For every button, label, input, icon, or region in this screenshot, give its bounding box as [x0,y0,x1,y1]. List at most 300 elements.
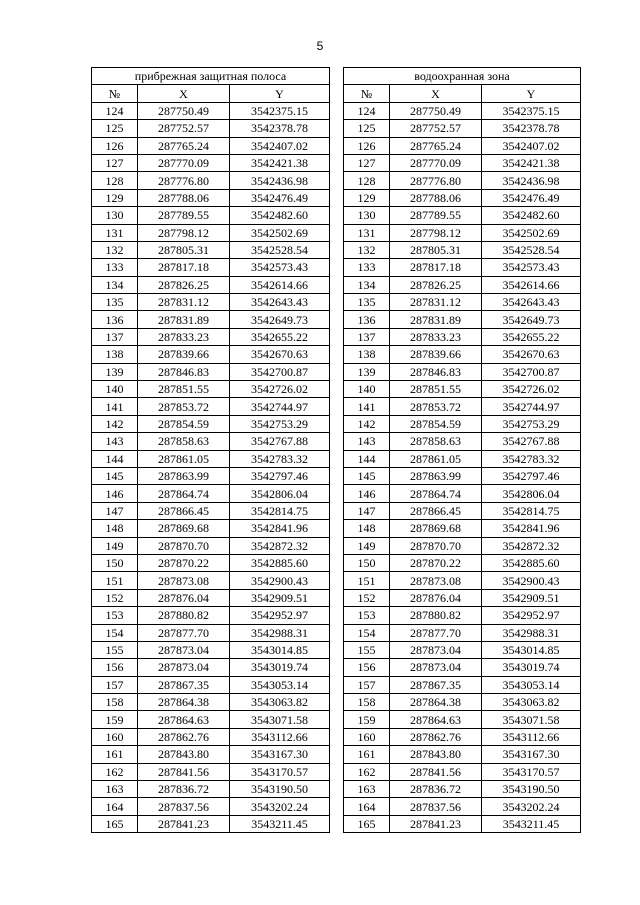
table-title: прибрежная защитная полоса [92,68,330,85]
cell-point-number: 132 [92,241,138,258]
cell-y-coordinate: 3543071.58 [482,711,581,728]
table-row [92,363,330,380]
cell-point-number: 126 [92,137,138,154]
table-row [92,467,330,484]
cell-point-number: 125 [344,120,390,137]
cell-x-coordinate: 287869.68 [390,520,482,537]
cell-x-coordinate: 287864.63 [138,711,230,728]
table-row [92,763,330,780]
cell-point-number: 140 [344,381,390,398]
table-row [92,172,330,189]
column-header-x: X [390,85,482,102]
column-header-row [344,85,581,102]
cell-point-number: 142 [344,415,390,432]
cell-y-coordinate: 3542655.22 [230,328,330,345]
table-row [344,294,581,311]
cell-y-coordinate: 3542744.97 [230,398,330,415]
cell-y-coordinate: 3543170.57 [482,763,581,780]
cell-point-number: 160 [344,728,390,745]
table-row [344,659,581,676]
table-row [344,172,581,189]
cell-point-number: 145 [344,467,390,484]
cell-x-coordinate: 287870.22 [138,554,230,571]
table-row [92,607,330,624]
cell-x-coordinate: 287789.55 [390,207,482,224]
cell-y-coordinate: 3542900.43 [482,572,581,589]
cell-y-coordinate: 3542872.32 [482,537,581,554]
cell-point-number: 149 [92,537,138,554]
cell-y-coordinate: 3542655.22 [482,328,581,345]
cell-y-coordinate: 3542872.32 [230,537,330,554]
cell-point-number: 133 [344,259,390,276]
cell-point-number: 163 [92,781,138,798]
cell-y-coordinate: 3543211.45 [230,815,330,832]
water-protection-zone-table [343,67,581,833]
cell-point-number: 129 [92,189,138,206]
cell-y-coordinate: 3542909.51 [482,589,581,606]
table-row [344,207,581,224]
cell-x-coordinate: 287831.12 [138,294,230,311]
cell-x-coordinate: 287864.74 [390,485,482,502]
cell-x-coordinate: 287798.12 [390,224,482,241]
cell-y-coordinate: 3542407.02 [230,137,330,154]
cell-point-number: 157 [344,676,390,693]
cell-point-number: 136 [92,311,138,328]
cell-y-coordinate: 3542502.69 [482,224,581,241]
cell-x-coordinate: 287770.09 [138,154,230,171]
cell-y-coordinate: 3542744.97 [482,398,581,415]
cell-y-coordinate: 3542753.29 [230,415,330,432]
cell-y-coordinate: 3542988.31 [230,624,330,641]
cell-point-number: 134 [92,276,138,293]
table-row [344,137,581,154]
cell-x-coordinate: 287870.22 [390,554,482,571]
table-row [344,328,581,345]
table-row [92,798,330,815]
cell-y-coordinate: 3543053.14 [230,676,330,693]
cell-x-coordinate: 287866.45 [138,502,230,519]
cell-x-coordinate: 287873.08 [390,572,482,589]
cell-x-coordinate: 287851.55 [138,381,230,398]
cell-point-number: 142 [92,415,138,432]
cell-x-coordinate: 287839.66 [390,346,482,363]
cell-x-coordinate: 287765.24 [138,137,230,154]
cell-point-number: 131 [344,224,390,241]
cell-x-coordinate: 287788.06 [390,189,482,206]
table-row [92,415,330,432]
cell-point-number: 148 [92,520,138,537]
cell-y-coordinate: 3542767.88 [230,433,330,450]
cell-x-coordinate: 287837.56 [390,798,482,815]
table-row [92,120,330,137]
cell-x-coordinate: 287836.72 [138,781,230,798]
cell-point-number: 163 [344,781,390,798]
cell-x-coordinate: 287826.25 [138,276,230,293]
cell-y-coordinate: 3542700.87 [230,363,330,380]
cell-point-number: 158 [92,694,138,711]
table-row [344,381,581,398]
cell-y-coordinate: 3543071.58 [230,711,330,728]
cell-y-coordinate: 3542783.32 [230,450,330,467]
cell-x-coordinate: 287853.72 [390,398,482,415]
cell-point-number: 141 [344,398,390,415]
cell-y-coordinate: 3543019.74 [230,659,330,676]
cell-x-coordinate: 287873.04 [138,659,230,676]
cell-y-coordinate: 3543063.82 [482,694,581,711]
cell-point-number: 165 [92,815,138,832]
cell-point-number: 143 [344,433,390,450]
cell-y-coordinate: 3542502.69 [230,224,330,241]
table-row [344,120,581,137]
table-row [92,676,330,693]
table-row [344,520,581,537]
cell-x-coordinate: 287750.49 [138,102,230,119]
table-row [92,137,330,154]
cell-x-coordinate: 287861.05 [390,450,482,467]
cell-point-number: 132 [344,241,390,258]
table-row [344,398,581,415]
cell-y-coordinate: 3542573.43 [230,259,330,276]
cell-point-number: 165 [344,815,390,832]
cell-x-coordinate: 287841.56 [390,763,482,780]
cell-y-coordinate: 3542952.97 [230,607,330,624]
table-row [344,572,581,589]
table-row [92,589,330,606]
cell-x-coordinate: 287873.04 [138,641,230,658]
cell-y-coordinate: 3542528.54 [230,241,330,258]
table-row [344,798,581,815]
cell-x-coordinate: 287869.68 [138,520,230,537]
cell-x-coordinate: 287880.82 [138,607,230,624]
table-row [344,415,581,432]
cell-y-coordinate: 3543190.50 [230,781,330,798]
cell-point-number: 164 [92,798,138,815]
cell-point-number: 146 [92,485,138,502]
column-header-y: Y [230,85,330,102]
column-header-number: № [344,85,390,102]
table-row [344,450,581,467]
table-row [344,485,581,502]
table-row [92,537,330,554]
cell-y-coordinate: 3542436.98 [482,172,581,189]
cell-point-number: 139 [92,363,138,380]
cell-point-number: 124 [344,102,390,119]
cell-x-coordinate: 287864.63 [390,711,482,728]
cell-point-number: 136 [344,311,390,328]
cell-x-coordinate: 287752.57 [138,120,230,137]
cell-y-coordinate: 3542378.78 [482,120,581,137]
table-row [92,624,330,641]
cell-point-number: 147 [344,502,390,519]
table-body [92,102,330,832]
table-row [344,763,581,780]
cell-x-coordinate: 287836.72 [390,781,482,798]
cell-x-coordinate: 287846.83 [390,363,482,380]
cell-point-number: 141 [92,398,138,415]
cell-x-coordinate: 287854.59 [390,415,482,432]
cell-y-coordinate: 3542643.43 [230,294,330,311]
table-row [344,502,581,519]
cell-y-coordinate: 3543211.45 [482,815,581,832]
table-row [344,589,581,606]
cell-y-coordinate: 3543167.30 [230,746,330,763]
cell-y-coordinate: 3543167.30 [482,746,581,763]
table-row [344,189,581,206]
cell-x-coordinate: 287862.76 [390,728,482,745]
cell-y-coordinate: 3542436.98 [230,172,330,189]
cell-y-coordinate: 3542649.73 [482,311,581,328]
cell-point-number: 151 [344,572,390,589]
cell-point-number: 127 [344,154,390,171]
cell-x-coordinate: 287853.72 [138,398,230,415]
cell-y-coordinate: 3542885.60 [230,554,330,571]
cell-y-coordinate: 3543063.82 [230,694,330,711]
table-row [344,311,581,328]
table-row [92,259,330,276]
table-row [344,433,581,450]
coastal-protection-strip-table [91,67,330,833]
cell-point-number: 128 [92,172,138,189]
cell-point-number: 153 [344,607,390,624]
cell-point-number: 130 [344,207,390,224]
cell-x-coordinate: 287873.04 [390,641,482,658]
column-header-y: Y [482,85,581,102]
cell-y-coordinate: 3542952.97 [482,607,581,624]
table-row [92,711,330,728]
cell-point-number: 137 [344,328,390,345]
cell-point-number: 140 [92,381,138,398]
cell-point-number: 162 [92,763,138,780]
table-row [92,815,330,832]
cell-x-coordinate: 287750.49 [390,102,482,119]
cell-x-coordinate: 287851.55 [390,381,482,398]
cell-point-number: 162 [344,763,390,780]
cell-point-number: 161 [92,746,138,763]
cell-x-coordinate: 287867.35 [138,676,230,693]
cell-x-coordinate: 287870.70 [138,537,230,554]
table-row [344,694,581,711]
cell-y-coordinate: 3542753.29 [482,415,581,432]
cell-x-coordinate: 287789.55 [138,207,230,224]
cell-y-coordinate: 3542783.32 [482,450,581,467]
cell-y-coordinate: 3542726.02 [230,381,330,398]
cell-y-coordinate: 3542814.75 [230,502,330,519]
cell-y-coordinate: 3542643.43 [482,294,581,311]
table-row [92,189,330,206]
table-row [92,346,330,363]
cell-y-coordinate: 3542476.49 [482,189,581,206]
cell-y-coordinate: 3542378.78 [230,120,330,137]
cell-x-coordinate: 287858.63 [390,433,482,450]
cell-point-number: 131 [92,224,138,241]
table-row [344,711,581,728]
cell-x-coordinate: 287864.38 [138,694,230,711]
cell-x-coordinate: 287846.83 [138,363,230,380]
table-row [92,572,330,589]
cell-x-coordinate: 287765.24 [390,137,482,154]
cell-point-number: 164 [344,798,390,815]
cell-y-coordinate: 3543202.24 [482,798,581,815]
table-row [92,728,330,745]
cell-point-number: 146 [344,485,390,502]
cell-x-coordinate: 287864.74 [138,485,230,502]
table-row [92,502,330,519]
cell-x-coordinate: 287873.04 [390,659,482,676]
cell-point-number: 138 [92,346,138,363]
table-row [344,241,581,258]
cell-y-coordinate: 3543170.57 [230,763,330,780]
cell-point-number: 130 [92,207,138,224]
cell-y-coordinate: 3542375.15 [482,102,581,119]
cell-x-coordinate: 287876.04 [390,589,482,606]
cell-y-coordinate: 3543112.66 [230,728,330,745]
cell-point-number: 159 [92,711,138,728]
cell-x-coordinate: 287841.23 [138,815,230,832]
cell-y-coordinate: 3542806.04 [482,485,581,502]
cell-x-coordinate: 287841.56 [138,763,230,780]
table-row [92,328,330,345]
table-row [92,311,330,328]
cell-point-number: 126 [344,137,390,154]
cell-point-number: 156 [92,659,138,676]
cell-x-coordinate: 287788.06 [138,189,230,206]
cell-point-number: 150 [92,554,138,571]
table-row [92,746,330,763]
cell-y-coordinate: 3542670.63 [230,346,330,363]
cell-x-coordinate: 287833.23 [390,328,482,345]
cell-y-coordinate: 3542614.66 [230,276,330,293]
cell-x-coordinate: 287805.31 [390,241,482,258]
cell-x-coordinate: 287776.80 [390,172,482,189]
cell-x-coordinate: 287880.82 [390,607,482,624]
table-body [344,102,581,832]
cell-point-number: 156 [344,659,390,676]
cell-x-coordinate: 287826.25 [390,276,482,293]
column-header-number: № [92,85,138,102]
cell-x-coordinate: 287770.09 [390,154,482,171]
cell-point-number: 144 [92,450,138,467]
table-row [344,346,581,363]
cell-x-coordinate: 287863.99 [138,467,230,484]
cell-x-coordinate: 287866.45 [390,502,482,519]
cell-x-coordinate: 287864.38 [390,694,482,711]
cell-y-coordinate: 3542841.96 [482,520,581,537]
cell-y-coordinate: 3542806.04 [230,485,330,502]
table-row [92,294,330,311]
table-row [344,624,581,641]
cell-x-coordinate: 287805.31 [138,241,230,258]
cell-x-coordinate: 287876.04 [138,589,230,606]
cell-point-number: 144 [344,450,390,467]
table-row [344,676,581,693]
table-row [92,554,330,571]
cell-y-coordinate: 3542670.63 [482,346,581,363]
table-row [344,363,581,380]
cell-y-coordinate: 3542797.46 [230,467,330,484]
cell-y-coordinate: 3542421.38 [230,154,330,171]
cell-point-number: 145 [92,467,138,484]
table-row [92,207,330,224]
cell-y-coordinate: 3542528.54 [482,241,581,258]
table-row [344,728,581,745]
cell-y-coordinate: 3542726.02 [482,381,581,398]
column-header-row [92,85,330,102]
table-row [344,554,581,571]
cell-y-coordinate: 3543190.50 [482,781,581,798]
cell-x-coordinate: 287877.70 [390,624,482,641]
cell-point-number: 161 [344,746,390,763]
table-row [92,154,330,171]
table-title-row [92,68,330,85]
cell-x-coordinate: 287843.80 [138,746,230,763]
table-row [344,467,581,484]
cell-x-coordinate: 287817.18 [390,259,482,276]
cell-y-coordinate: 3542614.66 [482,276,581,293]
table-row [344,641,581,658]
cell-point-number: 127 [92,154,138,171]
cell-y-coordinate: 3543019.74 [482,659,581,676]
cell-y-coordinate: 3543014.85 [482,641,581,658]
cell-point-number: 157 [92,676,138,693]
table-row [92,659,330,676]
table-row [92,781,330,798]
cell-point-number: 143 [92,433,138,450]
cell-point-number: 137 [92,328,138,345]
table-row [344,537,581,554]
cell-y-coordinate: 3542407.02 [482,137,581,154]
table-row [344,781,581,798]
cell-y-coordinate: 3542649.73 [230,311,330,328]
cell-x-coordinate: 287873.08 [138,572,230,589]
cell-y-coordinate: 3542482.60 [482,207,581,224]
cell-y-coordinate: 3542421.38 [482,154,581,171]
table-title: водоохранная зона [344,68,581,85]
cell-x-coordinate: 287862.76 [138,728,230,745]
cell-point-number: 155 [344,641,390,658]
cell-point-number: 158 [344,694,390,711]
cell-point-number: 125 [92,120,138,137]
cell-point-number: 134 [344,276,390,293]
cell-point-number: 129 [344,189,390,206]
table-row [92,224,330,241]
table-row [344,259,581,276]
column-header-x: X [138,85,230,102]
cell-point-number: 148 [344,520,390,537]
cell-point-number: 155 [92,641,138,658]
cell-y-coordinate: 3542476.49 [230,189,330,206]
cell-x-coordinate: 287833.23 [138,328,230,345]
cell-x-coordinate: 287798.12 [138,224,230,241]
table-row [92,381,330,398]
cell-y-coordinate: 3542767.88 [482,433,581,450]
cell-y-coordinate: 3542573.43 [482,259,581,276]
cell-point-number: 139 [344,363,390,380]
table-row [92,102,330,119]
table-row [344,815,581,832]
cell-point-number: 154 [344,624,390,641]
cell-x-coordinate: 287776.80 [138,172,230,189]
cell-y-coordinate: 3543202.24 [230,798,330,815]
cell-x-coordinate: 287831.89 [390,311,482,328]
cell-x-coordinate: 287861.05 [138,450,230,467]
cell-y-coordinate: 3542841.96 [230,520,330,537]
cell-point-number: 124 [92,102,138,119]
table-title-row [344,68,581,85]
table-row [344,746,581,763]
cell-y-coordinate: 3542797.46 [482,467,581,484]
table-row [92,241,330,258]
table-row [92,433,330,450]
